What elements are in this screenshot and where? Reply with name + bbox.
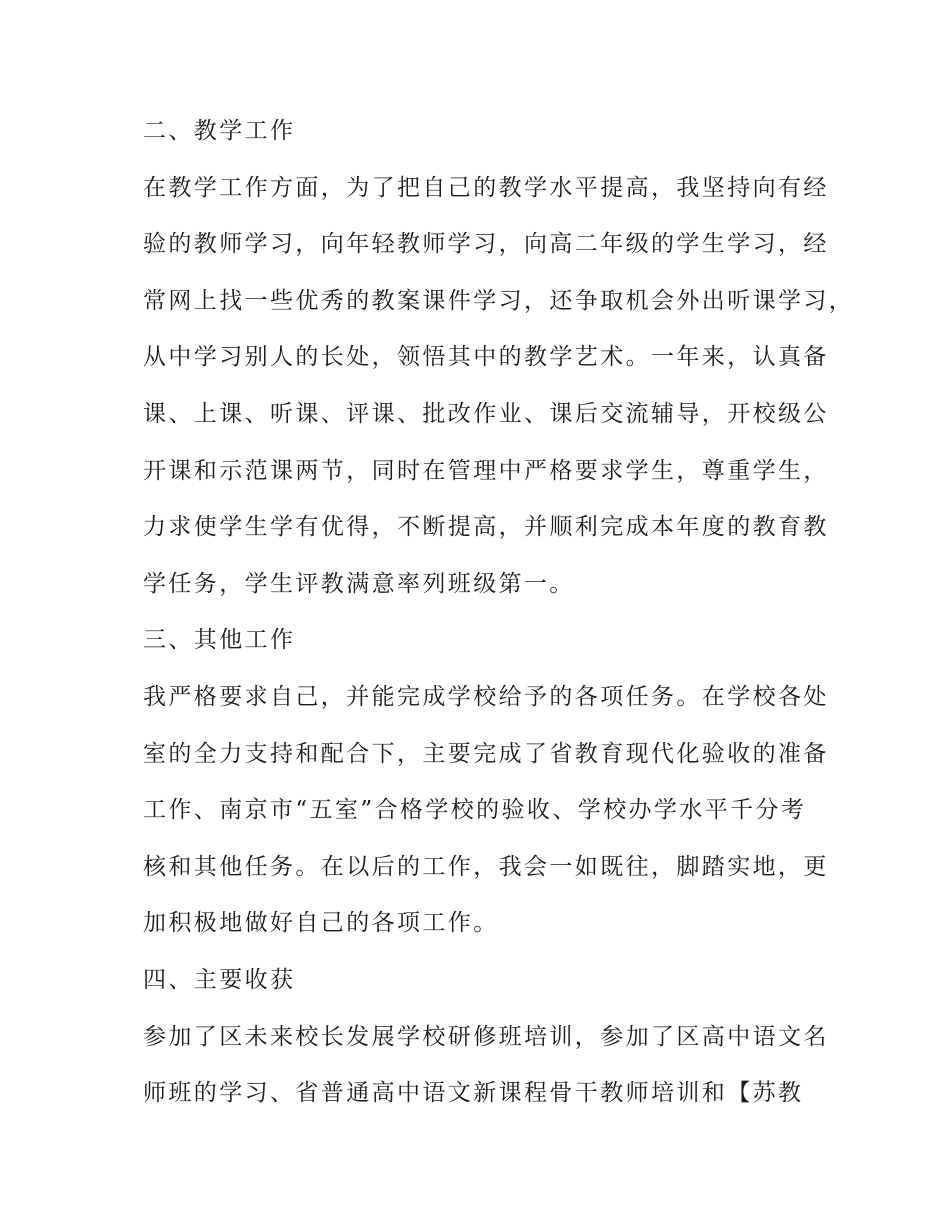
paragraph-line: 验的教师学习，向年轻教师学习，向高二年级的学生学习，经 (143, 231, 829, 258)
paragraph-line: 加积极地做好自己的各项工作。 (143, 910, 499, 937)
section-heading-gains: 四、主要收获 (143, 966, 296, 993)
paragraph-line: 力求使学生学有优得，不断提高，并顺利完成本年度的教育教 (143, 514, 829, 541)
section-heading-teaching: 二、教学工作 (143, 118, 296, 144)
paragraph-line: 从中学习别人的长处，领悟其中的教学艺术。一年来，认真备 (143, 344, 829, 371)
paragraph-line: 工作、南京市“五室”合格学校的验收、学校办学水平千分考 (143, 797, 807, 824)
paragraph-line: 在教学工作方面，为了把自己的教学水平提高，我坚持向有经 (143, 174, 829, 201)
paragraph-line: 我严格要求自己，并能完成学校给予的各项任务。在学校各处 (143, 683, 829, 710)
section-heading-other: 三、其他工作 (143, 627, 296, 654)
paragraph-line: 室的全力支持和配合下，主要完成了省教育现代化验收的准备 (143, 740, 829, 767)
paragraph-line: 参加了区未来校长发展学校研修班培训，参加了区高中语文名 (143, 1023, 829, 1050)
paragraph-line: 常网上找一些优秀的教案课件学习，还争取机会外出听课学习， (143, 287, 855, 314)
paragraph-line: 核和其他任务。在以后的工作，我会一如既往，脚踏实地，更 (143, 853, 829, 880)
document-body (143, 103, 855, 1122)
paragraph-line: 开课和示范课两节，同时在管理中严格要求学生，尊重学生， (143, 457, 829, 484)
paragraph-line: 课、上课、听课、评课、批改作业、课后交流辅导，开校级公 (143, 400, 829, 427)
paragraph-line: 学任务，学生评教满意率列班级第一。 (143, 570, 575, 597)
paragraph-line: 师班的学习、省普通高中语文新课程骨干教师培训和【苏教 (143, 1080, 804, 1107)
